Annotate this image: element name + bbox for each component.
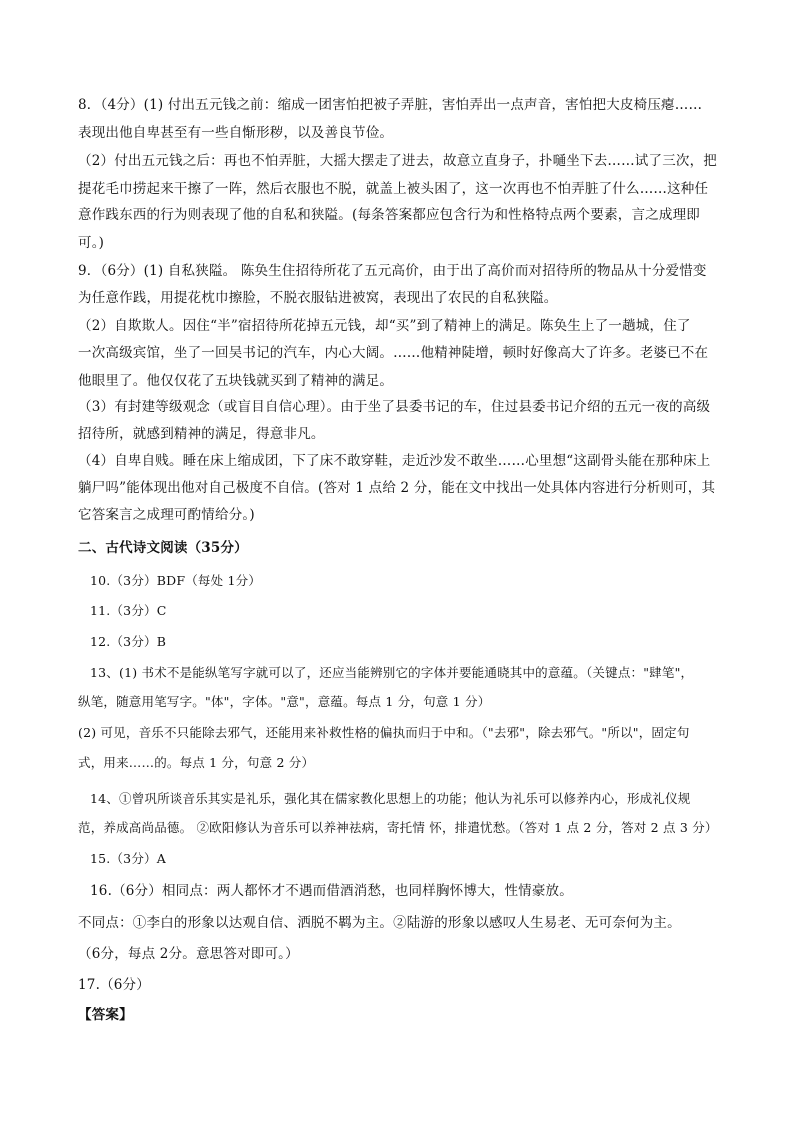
q12-answer: 12.（3分）B	[90, 634, 167, 649]
answer-label: 【答案】	[78, 1007, 133, 1023]
q15-answer: 15.（3分）A	[90, 851, 166, 866]
q9-line-5: 他眼里了。他仅仅花了五块钱就买到了精神的满足。	[78, 373, 394, 389]
q13-line-4: 式，用来……的。每点 1 分，句意 2 分）	[78, 755, 315, 770]
q13-line-3: (2) 可见，音乐不只能除去邪气，还能用来补救性格的偏执而归于中和。（"去邪"，除去邪气。"所以"，固定句	[78, 725, 690, 740]
q9-line-9: 躺尸吗”能体现出他对自己极度不自信。(答对 1 点给 2 分，能在文中找出一处具体内容进行分析则可，其	[78, 480, 716, 496]
q9-line-7: 招待所，就感到精神的满足，得意非凡。	[78, 426, 325, 442]
q16-line-1: 16.（6分）相同点：两人都怀才不遇而借酒消愁，也同样胸怀博大，性情豪放。	[90, 883, 573, 899]
q13-line-1: 13、(1) 书术不是能纵笔写字就可以了，还应当能辨别它的字体并要能通晓其中的意蕴。（关键点："肆笔"，	[90, 665, 694, 680]
q9-line-4: 一次高级宾馆，坐了一回吴书记的汽车，内心大阔。……他精神陡增，顿时好像高大了许多。老婆已不在	[78, 345, 709, 361]
q8-line-3: （2）付出五元钱之后：再也不怕弄脏，大摇大摆走了进去，故意立直身子，扑嗵坐下去……试了三次，把	[78, 153, 717, 169]
q14-line-1: 14、①曾巩所谈音乐其实是礼乐，强化其在儒家教化思想上的功能；他认为礼乐可以修养内心，形成礼仪规	[90, 791, 691, 806]
q10-answer: 10.（3分）BDF（每处 1分）	[90, 573, 262, 588]
q11-answer: 11.（3分）C	[90, 603, 167, 618]
q13-line-2: 纵笔，随意用笔写字。"体"，字体。"意"，意蕴。每点 1 分，句意 1 分）	[78, 694, 491, 709]
q9-line-10: 它答案言之成理可酌情给分。)	[78, 507, 255, 523]
q8-line-5: 意作践东西的行为则表现了他的自私和狭隘。(每条答案都应包含行为和性格特点两个要素，言之成理即	[78, 207, 700, 223]
q17-line: 17.（6分）	[78, 977, 150, 993]
q16-line-3: （6分，每点 2分。意思答对即可。）	[78, 946, 299, 962]
q8-line-4: 提花毛巾捞起来干擦了一阵，然后衣服也不脱，就盖上被头困了，这一次再也不怕弄脏了什么……这种任	[78, 181, 709, 197]
q16-line-2: 不同点：①李白的形象以达观自信、洒脱不羁为主。②陆游的形象以感叹人生易老、无可奈何为主。	[78, 915, 681, 931]
q14-line-2: 范，养成高尚品德。 ②欧阳修认为音乐可以养神祛病，寄托情 怀，排遣忧愁。（答对 1 点 2 分，答对 2 点 3 分）	[78, 820, 718, 835]
q9-line-2: 为任意作践，用提花枕巾擦脸，不脱衣服钻进被窝，表现出了农民的自私狭隘。	[78, 290, 558, 306]
q8-line-6: 可。)	[78, 235, 105, 251]
q8-line-1: 8．（4分）(1) 付出五元钱之前：缩成一团害怕把被子弄脏，害怕弄出一点声音，害怕把大皮椅压瘪……	[78, 97, 703, 113]
section-heading: 二、古代诗文阅读（35分）	[78, 540, 248, 556]
q9-line-3: （2）自欺欺人。因住“半”宿招待所花掉五元钱，却“买”到了精神上的满足。陈奂生上了一趟城，住了	[78, 318, 691, 334]
q9-line-6: （3）有封建等级观念（或盲目自信心理）。由于坐了县委书记的车，住过县委书记介绍的五元一夜的高级	[78, 399, 711, 415]
q9-line-8: （4）自卑自贱。睡在床上缩成团，下了床不敢穿鞋，走近沙发不敢坐……心里想“这副骨头能在那种床上	[78, 453, 711, 469]
q8-line-2: 表现出他自卑甚至有一些自惭形秽，以及善良节俭。	[78, 125, 394, 141]
q9-line-1: 9．（6分）(1) 自私狭隘。 陈奂生住招待所花了五元高价，由于出了高价而对招待所的物品从十分爱惜变	[78, 263, 707, 279]
